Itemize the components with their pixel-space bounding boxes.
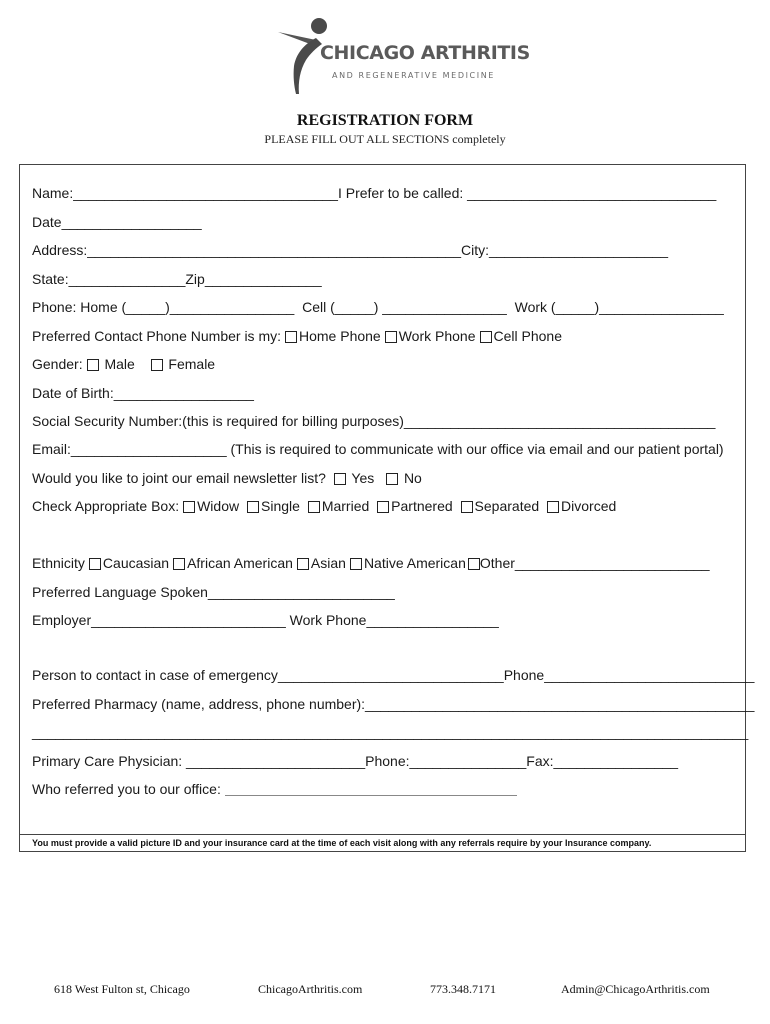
single-checkbox[interactable] bbox=[247, 501, 259, 513]
date-field[interactable]: Date__________________ bbox=[32, 214, 202, 230]
referred-input[interactable] bbox=[225, 783, 517, 796]
gender-row bbox=[32, 355, 215, 373]
caucasian-checkbox[interactable] bbox=[89, 558, 101, 570]
african-american-checkbox[interactable] bbox=[173, 558, 185, 570]
widow-checkbox[interactable] bbox=[183, 501, 195, 513]
referred-label: Who referred you to our office: bbox=[32, 781, 221, 797]
separated-label: Separated bbox=[474, 498, 540, 514]
separated-checkbox[interactable] bbox=[461, 501, 473, 513]
partnered-checkbox[interactable] bbox=[377, 501, 389, 513]
work-phone-label: Work Phone bbox=[398, 328, 476, 344]
pharmacy-continued-field[interactable]: ____________________________________________________________________________________________ bbox=[32, 724, 749, 740]
newsletter-row bbox=[32, 469, 422, 487]
emergency-contact-field[interactable]: Person to contact in case of emergency_____________________________Phone___________________________ bbox=[32, 667, 755, 683]
email-field[interactable]: Email:____________________ (This is required to communicate with our office via email and our patient portal) bbox=[32, 441, 724, 457]
ssn-field[interactable]: Social Security Number:(this is required for billing purposes)________________________________________ bbox=[32, 413, 716, 429]
state-zip-field[interactable]: State:_______________Zip_______________ bbox=[32, 271, 322, 287]
footer-address: 618 West Fulton st, Chicago bbox=[54, 982, 190, 996]
address-field[interactable]: Address:________________________________________________City:_______________________ bbox=[32, 242, 669, 258]
widow-label: Widow bbox=[197, 498, 240, 514]
insurance-notice: You must provide a valid picture ID and your insurance card at the time of each visit along with any referrals require by your Insurance company. bbox=[32, 838, 652, 848]
partnered-label: Partnered bbox=[391, 498, 453, 514]
newsletter-no-label: No bbox=[403, 470, 422, 486]
married-label: Married bbox=[321, 498, 370, 514]
marital-status-row bbox=[32, 497, 616, 515]
footer-email[interactable]: Admin@ChicagoArthritis.com bbox=[561, 982, 710, 996]
female-checkbox[interactable] bbox=[151, 359, 163, 371]
asian-checkbox[interactable] bbox=[297, 558, 309, 570]
native-american-label: Native American bbox=[363, 555, 466, 571]
home-phone-label: Home Phone bbox=[299, 328, 381, 344]
employer-field[interactable]: Employer_________________________ Work Phone_________________ bbox=[32, 612, 499, 628]
single-label: Single bbox=[261, 498, 300, 514]
footer-phone: 773.348.7171 bbox=[430, 982, 496, 996]
logo-title: CHICAGO ARTHRITIS bbox=[320, 42, 530, 64]
newsletter-yes-label: Yes bbox=[351, 470, 375, 486]
cell-phone-label: Cell Phone bbox=[493, 328, 562, 344]
name-field[interactable]: Name:__________________________________I Prefer to be called: ________________________________ bbox=[32, 185, 717, 201]
divorced-label: Divorced bbox=[561, 498, 617, 514]
cell-phone-checkbox[interactable] bbox=[480, 331, 492, 343]
referred-row bbox=[32, 780, 517, 798]
asian-label: Asian bbox=[310, 555, 346, 571]
gender-label: Gender: bbox=[32, 356, 83, 372]
home-phone-checkbox[interactable] bbox=[285, 331, 297, 343]
form-title: REGISTRATION FORM bbox=[296, 112, 474, 129]
dob-field[interactable]: Date of Birth:__________________ bbox=[32, 385, 254, 401]
newsletter-no-checkbox[interactable] bbox=[386, 473, 398, 485]
preferred-contact-row bbox=[32, 327, 562, 345]
other-ethnicity-checkbox[interactable] bbox=[468, 558, 480, 570]
newsletter-yes-checkbox[interactable] bbox=[334, 473, 346, 485]
male-label: Male bbox=[104, 356, 135, 372]
divorced-checkbox[interactable] bbox=[547, 501, 559, 513]
logo-subtitle: AND REGENERATIVE MEDICINE bbox=[332, 71, 495, 80]
male-checkbox[interactable] bbox=[87, 359, 99, 371]
female-label: Female bbox=[168, 356, 216, 372]
status-label: Check Appropriate Box: bbox=[32, 498, 180, 514]
married-checkbox[interactable] bbox=[308, 501, 320, 513]
ethnicity-row bbox=[32, 554, 710, 572]
pharmacy-field[interactable]: Preferred Pharmacy (name, address, phone number):__________________________________________________ bbox=[32, 696, 755, 712]
phone-field[interactable]: Phone: Home (_____)________________ Cell (_____) ________________ Work (_____)________________ bbox=[32, 299, 724, 315]
native-american-checkbox[interactable] bbox=[350, 558, 362, 570]
preferred-contact-label: Preferred Contact Phone Number is my: bbox=[32, 328, 281, 344]
clinic-logo bbox=[276, 14, 530, 96]
work-phone-checkbox[interactable] bbox=[385, 331, 397, 343]
ethnicity-label: Ethnicity bbox=[32, 555, 85, 571]
caucasian-label: Caucasian bbox=[102, 555, 170, 571]
footer-website[interactable]: ChicagoArthritis.com bbox=[258, 982, 363, 996]
other-ethnicity-field[interactable]: Other_________________________ bbox=[479, 555, 710, 571]
form-subtitle: PLEASE FILL OUT ALL SECTIONS completely bbox=[264, 132, 506, 146]
african-american-label: African American bbox=[187, 555, 293, 571]
notice-divider bbox=[19, 834, 746, 835]
primary-care-field[interactable]: Primary Care Physician: _______________________Phone:_______________Fax:________________ bbox=[32, 753, 679, 769]
newsletter-label: Would you like to joint our email newsletter list? bbox=[32, 470, 326, 486]
language-field[interactable]: Preferred Language Spoken________________________ bbox=[32, 584, 395, 600]
